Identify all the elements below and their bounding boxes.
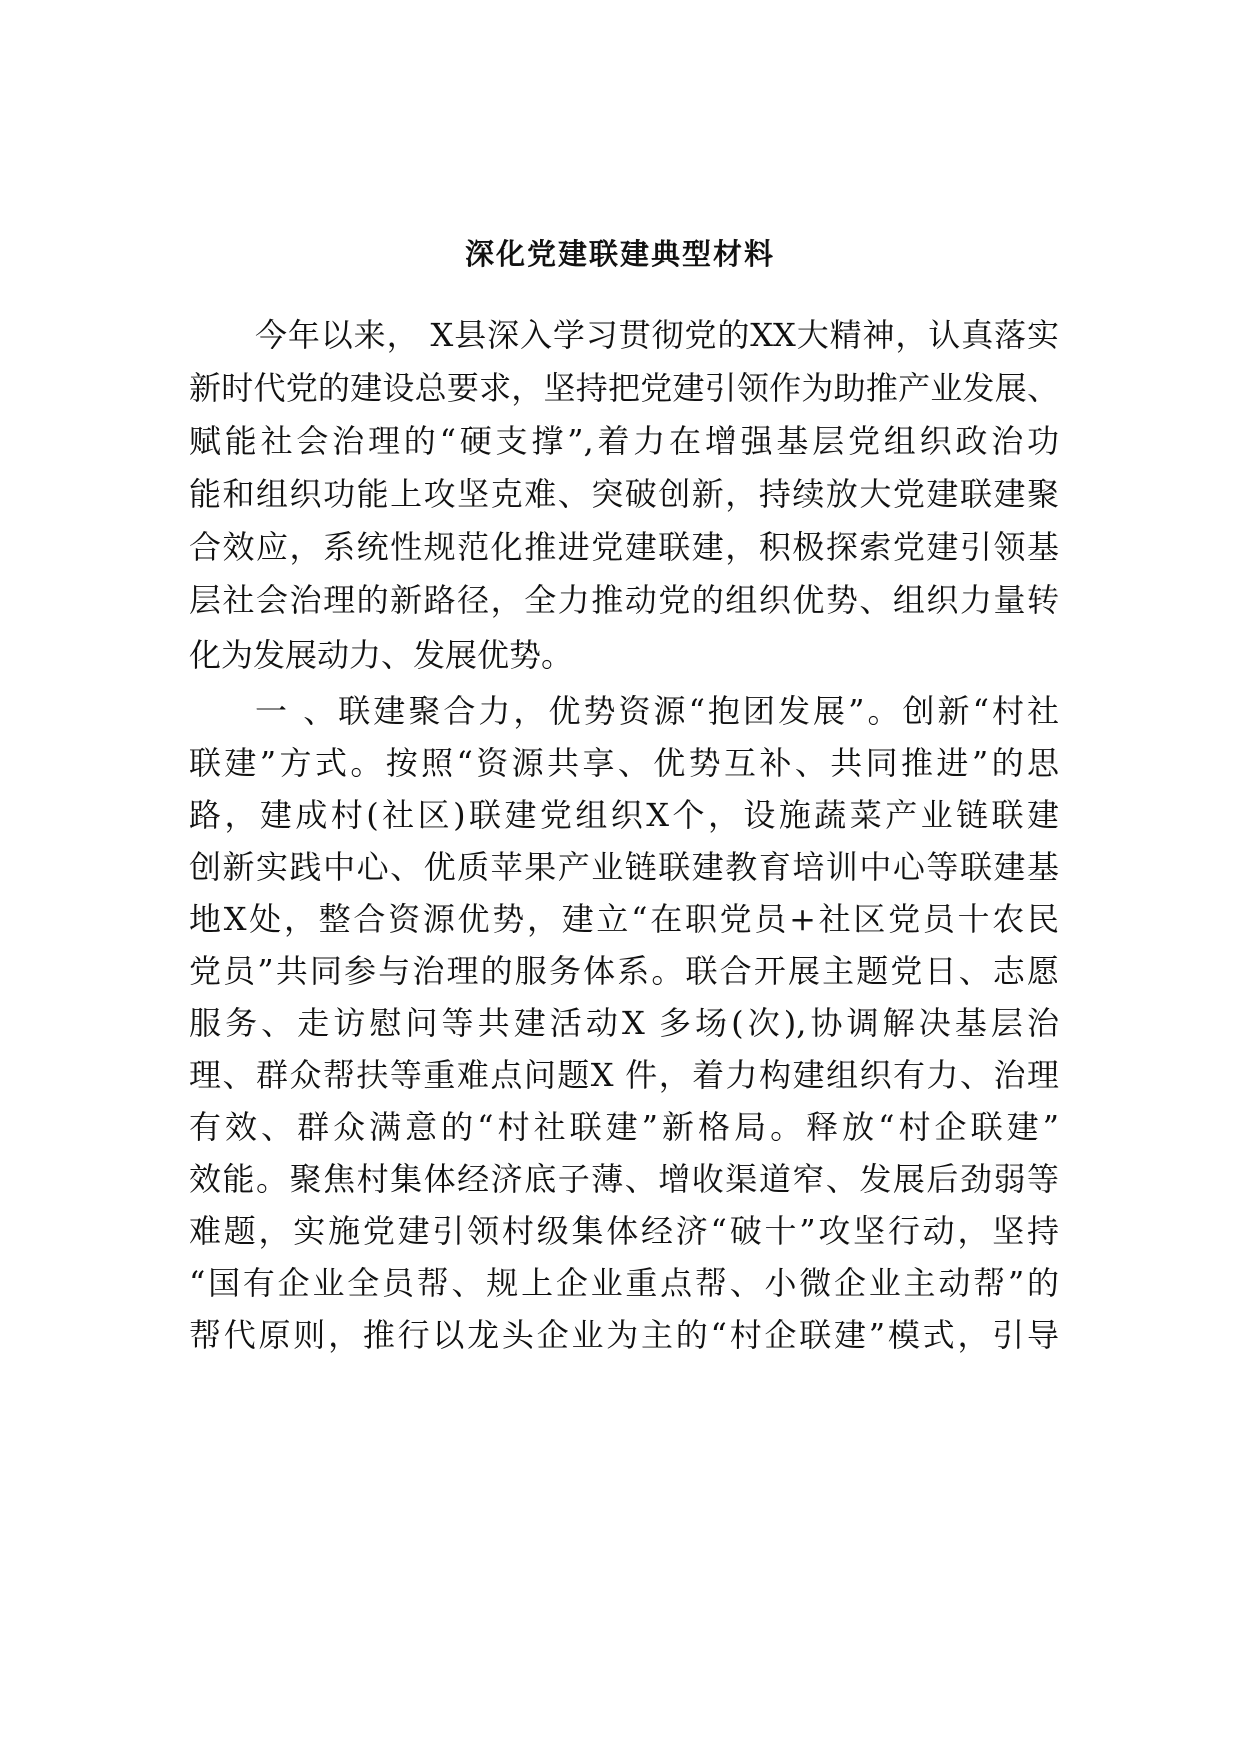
paragraph-2-line: 帮代原则，推行以龙头企业为主的“村企联建”模式，引导 (189, 1316, 1059, 1354)
paragraph-2-line: 难题，实施党建引领村级集体经济“破十”攻坚行动，坚持 (189, 1212, 1059, 1250)
paragraph-1-line: 赋能社会治理的“硬支撑”,着力在增强基层党组织政治功 (189, 422, 1059, 460)
paragraph-2-line: 一 、联建聚合力，优势资源“抱团发展”。创新“村社 (255, 692, 1059, 730)
document-title: 深化党建联建典型材料 (464, 237, 775, 271)
paragraph-2-line: 有效、群众满意的“村社联建”新格局。释放“村企联建” (189, 1108, 1059, 1146)
paragraph-2-line: 创新实践中心、优质苹果产业链联建教育培训中心等联建基 (189, 848, 1059, 886)
paragraph-1-line: 今年以来， X县深入学习贯彻党的XX大精神，认真落实 (255, 316, 1059, 354)
paragraph-2-line: 地X处，整合资源优势，建立“在职党员+社区党员十农民 (189, 900, 1059, 938)
paragraph-2-line: 理、群众帮扶等重难点问题X 件，着力构建组织有力、治理 (189, 1056, 1059, 1094)
paragraph-2-line: 路，建成村(社区)联建党组织X个，设施蔬菜产业链联建 (189, 796, 1059, 834)
paragraph-2-line: 党员”共同参与治理的服务体系。联合开展主题党日、志愿 (189, 952, 1059, 990)
paragraph-2-line: 服务、走访慰问等共建活动X 多场(次),协调解决基层治 (189, 1004, 1059, 1042)
paragraph-1-line: 能和组织功能上攻坚克难、突破创新，持续放大党建联建聚 (189, 475, 1059, 513)
paragraph-1-line: 合效应，系统性规范化推进党建联建，积极探索党建引领基 (189, 528, 1059, 566)
paragraph-1-line: 层社会治理的新路径，全力推动党的组织优势、组织力量转 (189, 581, 1059, 619)
paragraph-2-line: 效能。聚焦村集体经济底子薄、增收渠道窄、发展后劲弱等 (189, 1160, 1059, 1198)
paragraph-2-line: “国有企业全员帮、规上企业重点帮、小微企业主动帮”的 (189, 1264, 1059, 1302)
paragraph-2-line: 联建”方式。按照“资源共享、优势互补、共同推进”的思 (189, 744, 1059, 782)
paragraph-1-line: 化为发展动力、发展优势。 (189, 636, 574, 674)
paragraph-1-line: 新时代党的建设总要求，坚持把党建引领作为助推产业发展、 (189, 369, 1059, 407)
